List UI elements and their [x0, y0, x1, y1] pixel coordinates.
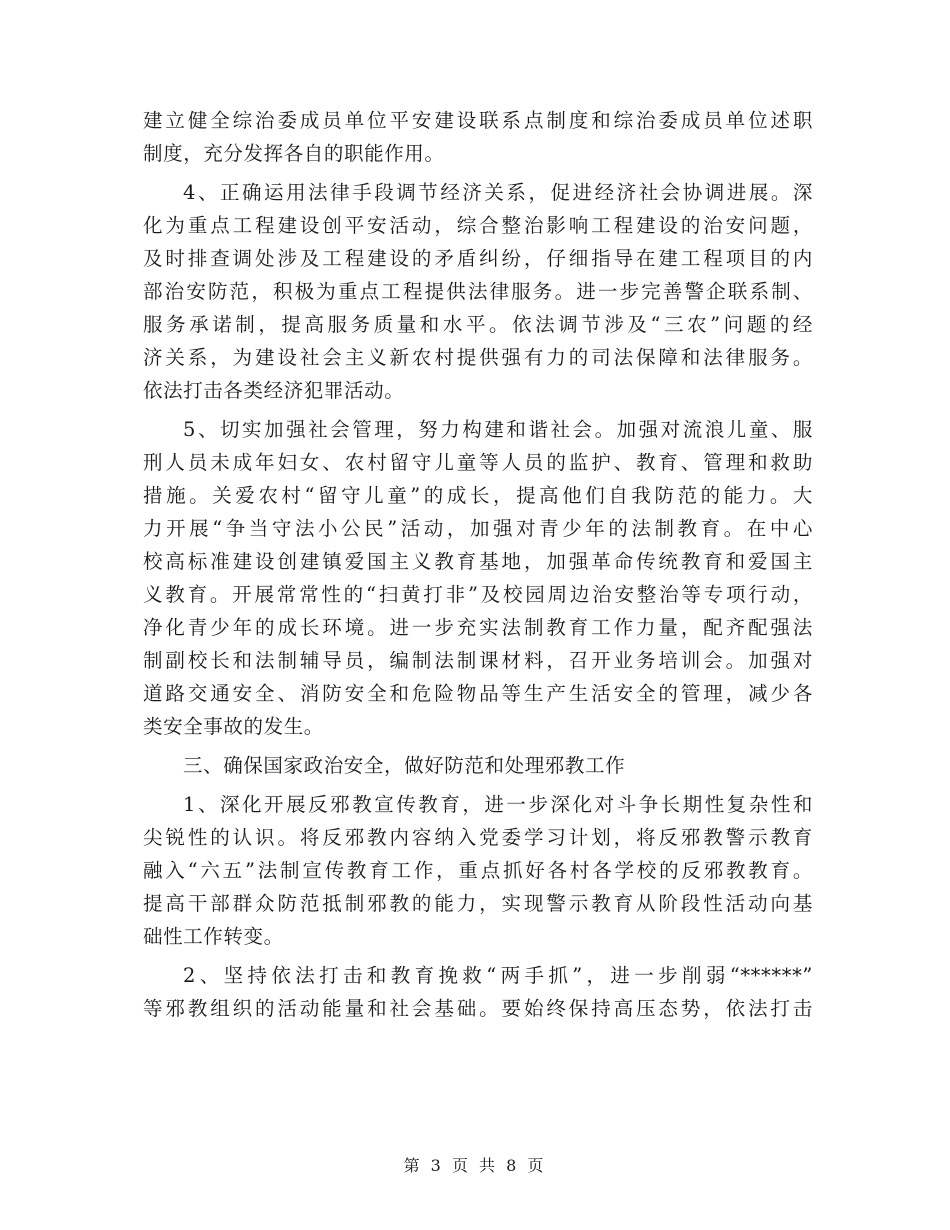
text-line: 提高干部群众防范抵制邪教的能力，实现警示教育从阶段性活动向基 — [143, 892, 813, 915]
text-line: 化为重点工程建设创平安活动，综合整治影响工程建设的治安问题， — [143, 214, 813, 237]
text-line: 净化青少年的成长环境。进一步充实法制教育工作力量，配齐配强法 — [143, 616, 813, 639]
text-line: 及时排查调处涉及工程建设的矛盾纠纷，仔细指导在建工程项目的内 — [143, 247, 813, 270]
text-line: 尖锐性的认识。将反邪教内容纳入党委学习计划，将反邪教警示教育 — [143, 826, 813, 849]
text-line: 1、深化开展反邪教宣传教育，进一步深化对斗争长期性复杂性和 — [183, 793, 813, 816]
text-line: 刑人员未成年妇女、农村留守儿童等人员的监护、教育、管理和救助 — [143, 451, 813, 474]
document-body — [143, 104, 813, 1031]
text-line: 道路交通安全、消防安全和危险物品等生产生活安全的管理，减少各 — [143, 682, 813, 705]
text-line: 4、正确运用法律手段调节经济关系，促进经济社会协调进展。深 — [183, 181, 813, 204]
text-line: 三、确保国家政治安全，做好防范和处理邪教工作 — [183, 754, 626, 777]
text-line: 等邪教组织的活动能量和社会基础。要始终保持高压态势，依法打击 — [143, 997, 813, 1020]
section-heading — [143, 749, 813, 782]
text-line: 依法打击各类经济犯罪活动。 — [143, 379, 405, 402]
paragraph — [143, 104, 813, 170]
paragraph — [143, 176, 813, 407]
text-line: 服务承诺制，提高服务质量和水平。依法调节涉及“三农”问题的经 — [143, 313, 813, 336]
paragraph — [143, 788, 813, 953]
text-line: 部治安防范，积极为重点工程提供法律服务。进一步完善警企联系制、 — [143, 280, 813, 303]
text-line: 2、坚持依法打击和教育挽救“两手抓”，进一步削弱“******” — [183, 964, 813, 987]
text-line: 济关系，为建设社会主义新农村提供强有力的司法保障和法律服务。 — [143, 346, 813, 369]
text-line: 类安全事故的发生。 — [143, 715, 324, 738]
paragraph — [143, 413, 813, 743]
text-line: 融入“六五”法制宣传教育工作，重点抓好各村各学校的反邪教教育。 — [143, 859, 813, 882]
page-number-footer: 第 3 页 共 8 页 — [403, 1156, 547, 1175]
text-line: 建立健全综治委成员单位平安建设联系点制度和综治委成员单位述职 — [143, 109, 813, 132]
text-line: 义教育。开展常常性的“扫黄打非”及校园周边治安整治等专项行动， — [143, 583, 813, 606]
text-line: 力开展“争当守法小公民”活动，加强对青少年的法制教育。在中心 — [143, 517, 813, 540]
paragraph — [143, 959, 813, 1025]
text-line: 制副校长和法制辅导员，编制法制课材料，召开业务培训会。加强对 — [143, 649, 813, 672]
text-line: 5、切实加强社会管理，努力构建和谐社会。加强对流浪儿童、服 — [183, 418, 813, 441]
text-line: 校高标准建设创建镇爱国主义教育基地，加强革命传统教育和爱国主 — [143, 550, 813, 573]
text-line: 措施。关爱农村“留守儿童”的成长，提高他们自我防范的能力。大 — [143, 484, 813, 507]
text-line: 制度，充分发挥各自的职能作用。 — [143, 142, 445, 165]
text-line: 础性工作转变。 — [143, 925, 284, 948]
